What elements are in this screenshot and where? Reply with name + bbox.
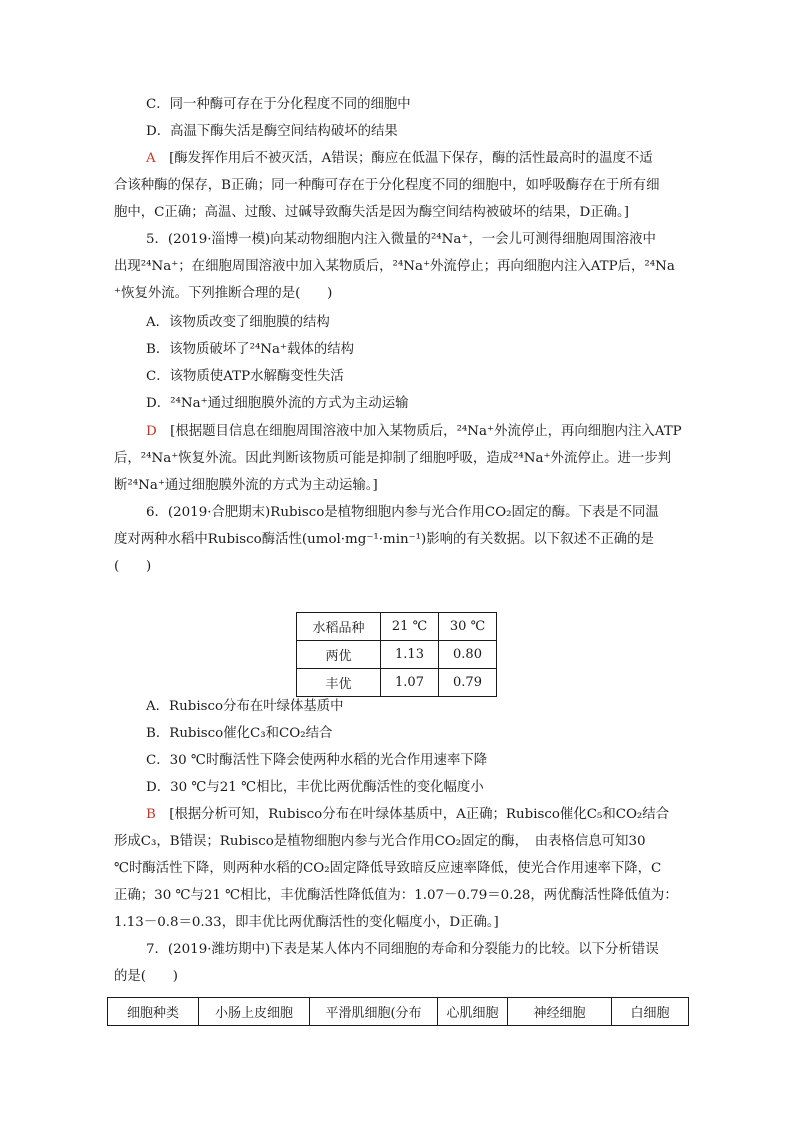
- q4-option-c: C．同一种酶可存在于分化程度不同的细胞中: [146, 97, 411, 112]
- q6-stem-line-3: ( ): [114, 559, 152, 574]
- table-cell: 0.79: [439, 669, 497, 697]
- q7-stem-line-1: 7．(2019·潍坊期中)下表是某人体内不同细胞的寿命和分裂能力的比较。以下分析错误: [146, 942, 659, 957]
- q6-explanation-text-1: [根据分析可知，Rubisco分布在叶绿体基质中，A正确；Rubisco催化C₅和CO₂结合: [169, 807, 670, 822]
- table-cell: 0.80: [439, 641, 497, 669]
- q6-answer-letter: B: [146, 807, 156, 822]
- q6-explanation-line-5: 1.13－0.8＝0.33，即丰优比两优酶活性的变化幅度小，D正确。]: [114, 915, 499, 930]
- q6-explanation-line-2: 形成C₃，B错误；Rubisco是植物细胞内参与光合作用CO₂固定的酶， 由表格信息可知30: [114, 834, 646, 849]
- q6-explanation-line-1: [146, 806, 669, 824]
- q5-explanation-line-2: 后，²⁴Na⁺恢复外流。因此判断该物质可能是抑制了细胞呼吸，造成²⁴Na⁺外流停止。进一步判: [114, 451, 672, 466]
- table-row: [297, 669, 497, 697]
- table-header-cell: 心肌细胞: [438, 998, 508, 1026]
- q6-option-d: D．30 ℃与21 ℃相比，丰优比两优酶活性的变化幅度小: [146, 780, 484, 795]
- q5-explanation-line-3: 断²⁴Na⁺通过细胞膜外流的方式为主动运输。]: [114, 478, 378, 493]
- q6-enzyme-activity-table: [296, 612, 497, 697]
- table-cell: 1.13: [381, 641, 439, 669]
- table-header-cell: 水稻品种: [297, 613, 381, 641]
- q6-option-c: C．30 ℃时酶活性下降会使两种水稻的光合作用速率下降: [146, 753, 488, 768]
- table-header-cell: 细胞种类: [108, 998, 199, 1026]
- q4-explanation-line-2: 合该种酶的保存，B正确；同一种酶可存在于分化程度不同的细胞中，如呼吸酶存在于所有细: [114, 178, 660, 193]
- q6-stem-line-2: 度对两种水稻中Rubisco酶活性(umol·mg⁻¹·min⁻¹)影响的有关数据。以下叙述不正确的是: [114, 532, 654, 547]
- q6-explanation-line-3: ℃时酶活性下降，则两种水稻的CO₂固定降低导致暗反应速率降低，使光合作用速率下降，C: [114, 861, 662, 876]
- q6-stem-line-1: 6．(2019·合肥期末)Rubisco是植物细胞内参与光合作用CO₂固定的酶。下表是不同温: [146, 505, 659, 520]
- q5-option-d: D．²⁴Na⁺通过细胞膜外流的方式为主动运输: [146, 396, 409, 411]
- q4-explanation-line-1: [146, 150, 653, 168]
- table-header-row: [297, 613, 497, 641]
- q5-option-b: B．该物质破坏了²⁴Na⁺载体的结构: [146, 342, 355, 357]
- q6-explanation-line-4: 正确；30 ℃与21 ℃相比，丰优酶活性降低值为：1.07－0.79＝0.28，两优酶活性降低值为：: [114, 888, 678, 903]
- q5-stem-line-3: ⁺恢复外流。下列推断合理的是( ): [114, 286, 333, 301]
- q5-explanation-line-1: [146, 423, 682, 441]
- table-row: [297, 641, 497, 669]
- table-cell: 丰优: [297, 669, 381, 697]
- table-header-cell: 30 ℃: [439, 613, 497, 641]
- table-header-cell: 平滑肌细胞(分布: [310, 998, 438, 1026]
- q5-option-a: A．该物质改变了细胞膜的结构: [146, 315, 330, 330]
- table-header-cell: 小肠上皮细胞: [199, 998, 310, 1026]
- q6-option-a: A．Rubisco分布在叶绿体基质中: [146, 699, 344, 714]
- q5-answer-letter: D: [146, 424, 157, 439]
- table-cell: 1.07: [381, 669, 439, 697]
- q5-option-c: C．该物质使ATP水解酶变性失活: [146, 369, 344, 384]
- table-cell: 两优: [297, 641, 381, 669]
- q4-explanation-text-1: [酶发挥作用后不被灭活，A错误；酶应在低温下保存，酶的活性最高时的温度不适: [169, 151, 653, 166]
- q5-stem-line-1: 5．(2019·淄博一模)向某动物细胞内注入微量的²⁴Na⁺，一会儿可测得细胞周围溶液中: [146, 232, 656, 247]
- q7-cell-lifespan-table: [107, 997, 689, 1026]
- q4-answer-letter: A: [146, 151, 156, 166]
- q4-explanation-line-3: 胞中，C正确；高温、过酸、过碱导致酶失活是因为酶空间结构被破坏的结果，D正确。]: [114, 205, 629, 220]
- q6-option-b: B．Rubisco催化C₃和CO₂结合: [146, 726, 333, 741]
- table-header-cell: 21 ℃: [381, 613, 439, 641]
- table-header-cell: 神经细胞: [508, 998, 612, 1026]
- table-header-cell: 白细胞: [612, 998, 689, 1026]
- q5-explanation-text-1: [根据题目信息在细胞周围溶液中加入某物质后，²⁴Na⁺外流停止，再向细胞内注入ATP: [170, 424, 682, 439]
- q5-stem-line-2: 出现²⁴Na⁺；在细胞周围溶液中加入某物质后，²⁴Na⁺外流停止；再向细胞内注入ATP后，²⁴Na: [114, 259, 675, 274]
- q7-stem-line-2: 的是( ): [114, 969, 179, 984]
- table-header-row: [108, 998, 689, 1026]
- q4-option-d: D．高温下酶失活是酶空间结构破坏的结果: [146, 124, 398, 139]
